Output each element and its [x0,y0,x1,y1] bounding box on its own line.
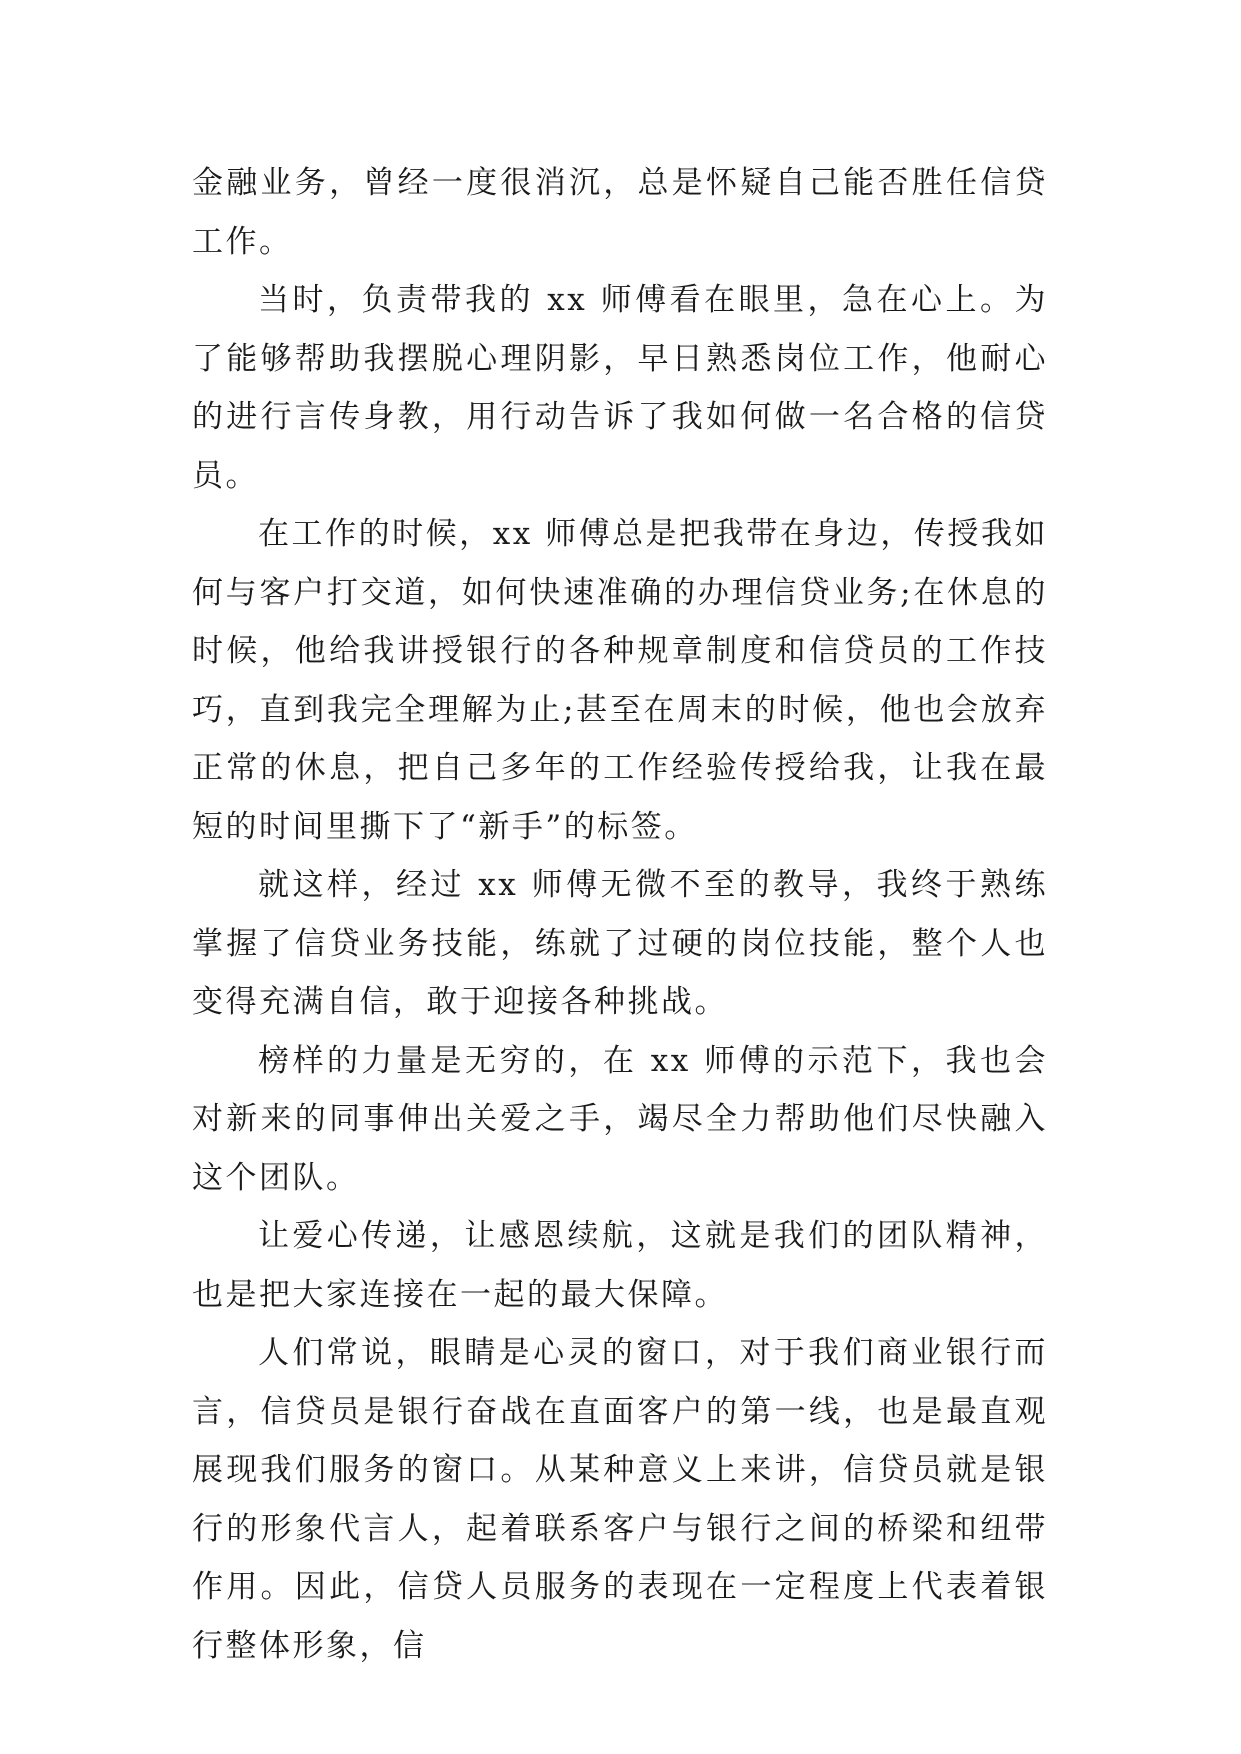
document-body [192,154,1048,1675]
paragraph: 就这样，经过 xx 师傅无微不至的教导，我终于熟练掌握了信贷业务技能，练就了过硬的岗位技能，整个人也变得充满自信，敢于迎接各种挑战。 [192,867,1048,1020]
paragraph-continuation: 金融业务，曾经一度很消沉，总是怀疑自己能否胜任信贷工作。 [192,165,1048,260]
paragraph: 人们常说，眼睛是心灵的窗口，对于我们商业银行而言，信贷员是银行奋战在直面客户的第一线，也是最直观展现我们服务的窗口。从某种意义上来讲，信贷员就是银行的形象代言人，起着联系客户与银行之间的桥梁和纽带作用。因此，信贷人员服务的表现在一定程度上代表着银行整体形象，信 [192,1335,1048,1664]
paragraph: 让爱心传递，让感恩续航，这就是我们的团队精神，也是把大家连接在一起的最大保障。 [192,1218,1048,1313]
paragraph: 榜样的力量是无穷的，在 xx 师傅的示范下，我也会对新来的同事伸出关爱之手，竭尽全力帮助他们尽快融入这个团队。 [192,1042,1048,1196]
paragraph: 在工作的时候，xx 师傅总是把我带在身边，传授我如何与客户打交道，如何快速准确的办理信贷业务;在休息的时候，他给我讲授银行的各种规章制度和信贷员的工作技巧，直到我完全理解为止;甚至在周末的时候，他也会放弃正常的休息，把自己多年的工作经验传授给我，让我在最短的时间里撕下了“新手”的标签。 [192,516,1048,845]
paragraph: 当时，负责带我的 xx 师傅看在眼里，急在心上。为了能够帮助我摆脱心理阴影，早日熟悉岗位工作，他耐心的进行言传身教，用行动告诉了我如何做一名合格的信贷员。 [192,282,1048,494]
